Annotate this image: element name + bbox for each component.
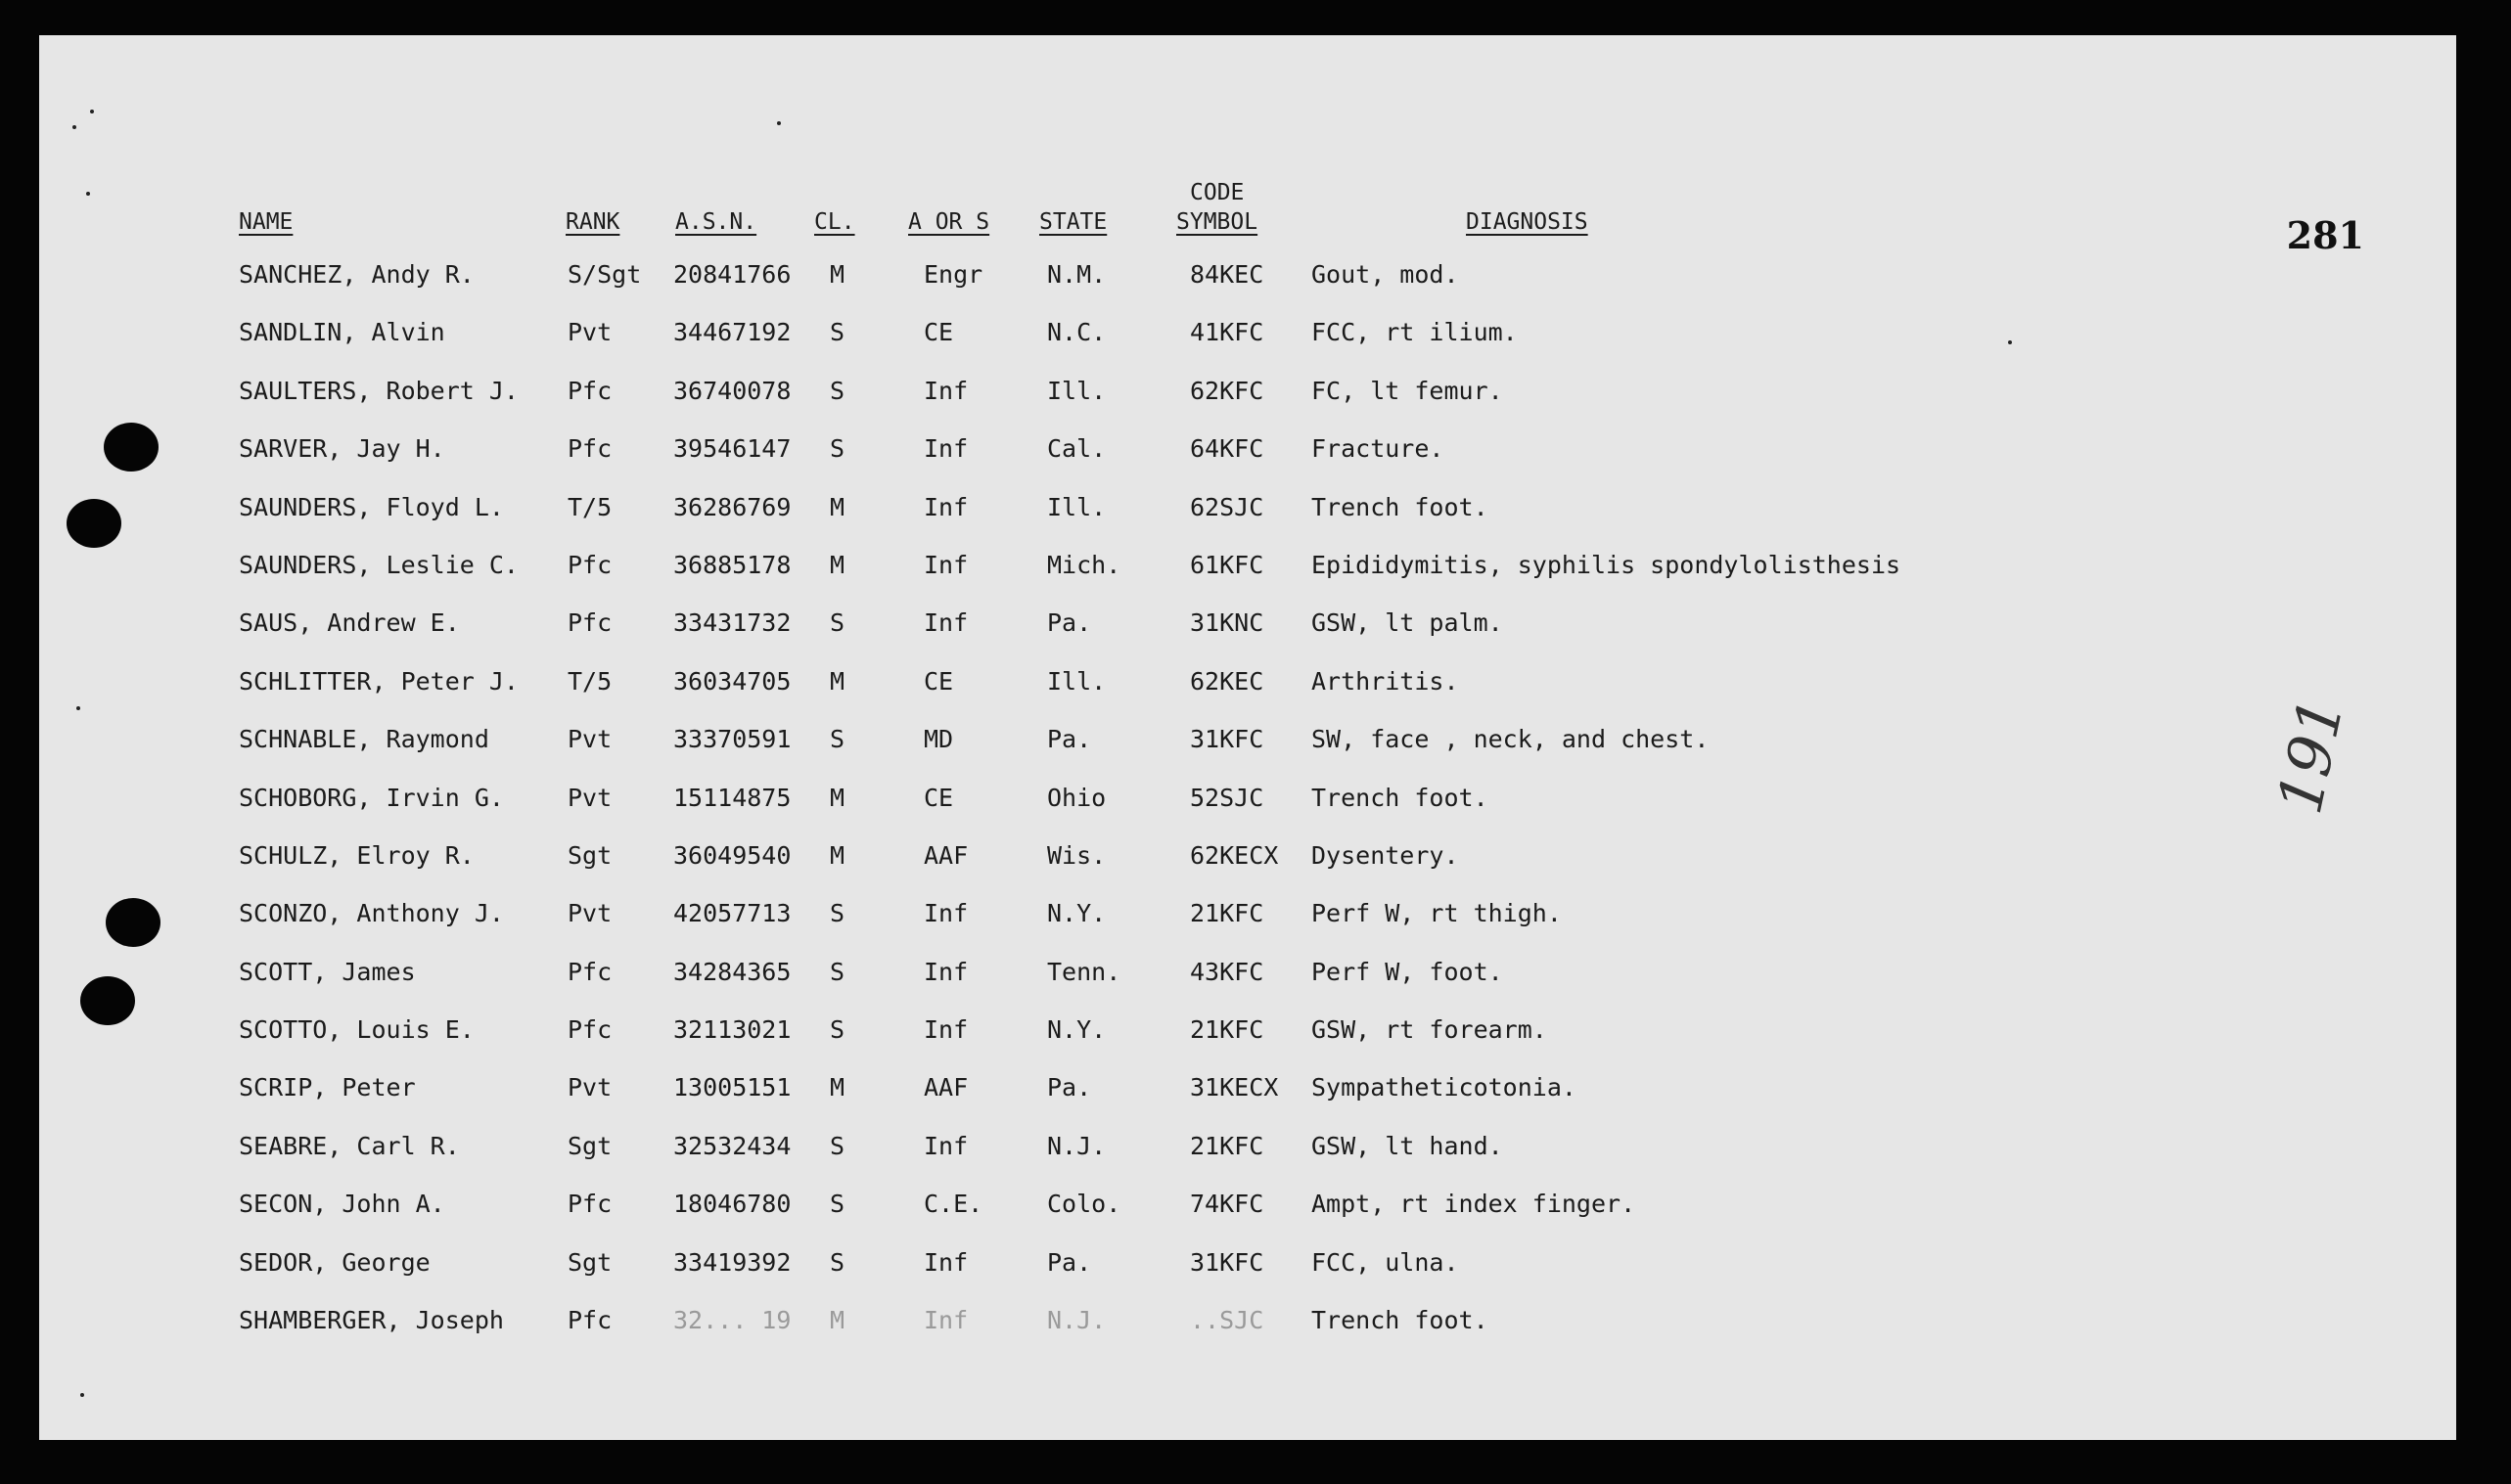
asn-cell: 36740078 <box>673 376 792 405</box>
class-cell: S <box>830 376 845 405</box>
header-rank: RANK <box>566 209 620 235</box>
state-cell: N.M. <box>1047 260 1107 289</box>
state-cell: Ill. <box>1047 666 1107 696</box>
header-state: STATE <box>1039 209 1108 235</box>
rank-cell: Sgt <box>568 1247 613 1277</box>
name-cell: SEABRE, Carl R. <box>239 1131 460 1160</box>
state-cell: N.J. <box>1047 1306 1107 1335</box>
code-symbol-cell: 21KFC <box>1190 1015 1264 1045</box>
name-cell: SCHOBORG, Irvin G. <box>239 783 504 812</box>
arm-or-service-cell: Inf <box>924 608 969 638</box>
rank-cell: Sgt <box>568 840 613 870</box>
asn-cell: 33419392 <box>673 1247 792 1277</box>
speck <box>86 192 90 196</box>
name-cell: SAUNDERS, Leslie C. <box>239 550 519 579</box>
code-symbol-cell: 31KFC <box>1190 725 1264 754</box>
table-row <box>39 1004 2456 1061</box>
class-cell: M <box>830 840 845 870</box>
state-cell: Colo. <box>1047 1190 1121 1219</box>
class-cell: M <box>830 260 845 289</box>
state-cell: N.Y. <box>1047 1015 1107 1045</box>
class-cell: M <box>830 783 845 812</box>
arm-or-service-cell: C.E. <box>924 1190 983 1219</box>
name-cell: SANDLIN, Alvin <box>239 318 445 347</box>
asn-cell: 15114875 <box>673 783 792 812</box>
arm-or-service-cell: Inf <box>924 957 969 986</box>
table-row <box>39 830 2456 887</box>
asn-cell: 33431732 <box>673 608 792 638</box>
casualty-list <box>39 248 2456 1352</box>
arm-or-service-cell: Inf <box>924 434 969 464</box>
rank-cell: Pfc <box>568 608 613 638</box>
class-cell: M <box>830 1306 845 1335</box>
rank-cell: Pfc <box>568 550 613 579</box>
speck <box>90 110 94 113</box>
state-cell: N.J. <box>1047 1131 1107 1160</box>
arm-or-service-cell: CE <box>924 783 954 812</box>
arm-or-service-cell: CE <box>924 318 954 347</box>
class-cell: S <box>830 957 845 986</box>
class-cell: S <box>830 1015 845 1045</box>
rank-cell: Pvt <box>568 783 613 812</box>
header-diagnosis: DIAGNOSIS <box>1466 209 1588 235</box>
state-cell: Cal. <box>1047 434 1107 464</box>
arm-or-service-cell: MD <box>924 725 954 754</box>
asn-cell: 13005151 <box>673 1073 792 1102</box>
code-symbol-cell: ..SJC <box>1190 1306 1264 1335</box>
document-page <box>39 35 2456 1440</box>
arm-or-service-cell: Inf <box>924 899 969 928</box>
name-cell: SCHLITTER, Peter J. <box>239 666 519 696</box>
rank-cell: Pfc <box>568 376 613 405</box>
code-symbol-cell: 21KFC <box>1190 899 1264 928</box>
table-row <box>39 481 2456 539</box>
rank-cell: Pfc <box>568 1190 613 1219</box>
arm-or-service-cell: Inf <box>924 1247 969 1277</box>
code-symbol-cell: 62KFC <box>1190 376 1264 405</box>
diagnosis-cell: GSW, lt palm. <box>1311 608 1503 638</box>
asn-cell: 32532434 <box>673 1131 792 1160</box>
asn-cell: 34467192 <box>673 318 792 347</box>
header-code-symbol: SYMBOL <box>1176 209 1258 235</box>
rank-cell: Sgt <box>568 1131 613 1160</box>
header-code-top: CODE <box>1190 180 1245 205</box>
code-symbol-cell: 61KFC <box>1190 550 1264 579</box>
diagnosis-cell: Perf W, foot. <box>1311 957 1503 986</box>
asn-cell: 18046780 <box>673 1190 792 1219</box>
state-cell: Pa. <box>1047 725 1092 754</box>
asn-cell: 32113021 <box>673 1015 792 1045</box>
asn-cell: 36034705 <box>673 666 792 696</box>
state-cell: Ohio <box>1047 783 1107 812</box>
state-cell: N.C. <box>1047 318 1107 347</box>
name-cell: SEDOR, George <box>239 1247 431 1277</box>
code-symbol-cell: 62KECX <box>1190 840 1279 870</box>
page-number: 281 <box>2286 213 2364 257</box>
table-row <box>39 887 2456 945</box>
diagnosis-cell: SW, face , neck, and chest. <box>1311 725 1710 754</box>
name-cell: SARVER, Jay H. <box>239 434 445 464</box>
asn-cell: 32... 19 <box>673 1306 792 1335</box>
arm-or-service-cell: Inf <box>924 376 969 405</box>
name-cell: SCRIP, Peter <box>239 1073 416 1102</box>
code-symbol-cell: 41KFC <box>1190 318 1264 347</box>
arm-or-service-cell: CE <box>924 666 954 696</box>
class-cell: S <box>830 899 845 928</box>
arm-or-service-cell: Inf <box>924 550 969 579</box>
table-row <box>39 655 2456 713</box>
rank-cell: Pfc <box>568 1015 613 1045</box>
asn-cell: 20841766 <box>673 260 792 289</box>
asn-cell: 42057713 <box>673 899 792 928</box>
handwritten-margin-note: 191 <box>2262 692 2357 820</box>
rank-cell: Pvt <box>568 899 613 928</box>
table-row <box>39 1178 2456 1236</box>
rank-cell: S/Sgt <box>568 260 642 289</box>
state-cell: Mich. <box>1047 550 1121 579</box>
diagnosis-cell: Epididymitis, syphilis spondylolisthesis <box>1311 550 1901 579</box>
name-cell: SCHULZ, Elroy R. <box>239 840 475 870</box>
arm-or-service-cell: Inf <box>924 492 969 521</box>
class-cell: S <box>830 1190 845 1219</box>
table-row <box>39 946 2456 1004</box>
state-cell: N.Y. <box>1047 899 1107 928</box>
header-name: NAME <box>239 209 294 235</box>
diagnosis-cell: Arthritis. <box>1311 666 1459 696</box>
diagnosis-cell: Ampt, rt index finger. <box>1311 1190 1636 1219</box>
arm-or-service-cell: Inf <box>924 1306 969 1335</box>
speck <box>777 121 781 125</box>
diagnosis-cell: Trench foot. <box>1311 492 1488 521</box>
code-symbol-cell: 62SJC <box>1190 492 1264 521</box>
diagnosis-cell: FC, lt femur. <box>1311 376 1503 405</box>
class-cell: M <box>830 1073 845 1102</box>
rank-cell: Pvt <box>568 1073 613 1102</box>
class-cell: S <box>830 1131 845 1160</box>
code-symbol-cell: 62KEC <box>1190 666 1264 696</box>
arm-or-service-cell: AAF <box>924 840 969 870</box>
table-row <box>39 1294 2456 1352</box>
header-cl: CL. <box>814 209 855 235</box>
table-row <box>39 248 2456 306</box>
rank-cell: Pfc <box>568 957 613 986</box>
rank-cell: Pfc <box>568 434 613 464</box>
name-cell: SAUS, Andrew E. <box>239 608 460 638</box>
arm-or-service-cell: Inf <box>924 1131 969 1160</box>
diagnosis-cell: Perf W, rt thigh. <box>1311 899 1562 928</box>
table-row <box>39 1061 2456 1119</box>
class-cell: M <box>830 492 845 521</box>
diagnosis-cell: Gout, mod. <box>1311 260 1459 289</box>
table-row <box>39 597 2456 654</box>
code-symbol-cell: 84KEC <box>1190 260 1264 289</box>
diagnosis-cell: Trench foot. <box>1311 1306 1488 1335</box>
class-cell: S <box>830 1247 845 1277</box>
arm-or-service-cell: Engr <box>924 260 983 289</box>
diagnosis-cell: GSW, rt forearm. <box>1311 1015 1547 1045</box>
table-row <box>39 539 2456 597</box>
name-cell: SCHNABLE, Raymond <box>239 725 489 754</box>
diagnosis-cell: Sympatheticotonia. <box>1311 1073 1576 1102</box>
name-cell: SAUNDERS, Floyd L. <box>239 492 504 521</box>
table-row <box>39 713 2456 771</box>
table-row <box>39 306 2456 364</box>
code-symbol-cell: 74KFC <box>1190 1190 1264 1219</box>
table-row <box>39 1237 2456 1294</box>
state-cell: Tenn. <box>1047 957 1121 986</box>
arm-or-service-cell: Inf <box>924 1015 969 1045</box>
name-cell: SCONZO, Anthony J. <box>239 899 504 928</box>
name-cell: SCOTT, James <box>239 957 416 986</box>
class-cell: M <box>830 550 845 579</box>
diagnosis-cell: Dysentery. <box>1311 840 1459 870</box>
asn-cell: 36049540 <box>673 840 792 870</box>
name-cell: SECON, John A. <box>239 1190 445 1219</box>
name-cell: SAULTERS, Robert J. <box>239 376 519 405</box>
asn-cell: 36885178 <box>673 550 792 579</box>
state-cell: Ill. <box>1047 492 1107 521</box>
diagnosis-cell: Fracture. <box>1311 434 1444 464</box>
name-cell: SANCHEZ, Andy R. <box>239 260 475 289</box>
state-cell: Wis. <box>1047 840 1107 870</box>
speck <box>72 125 76 129</box>
class-cell: S <box>830 608 845 638</box>
state-cell: Ill. <box>1047 376 1107 405</box>
state-cell: Pa. <box>1047 608 1092 638</box>
code-symbol-cell: 64KFC <box>1190 434 1264 464</box>
rank-cell: T/5 <box>568 666 613 696</box>
table-row <box>39 1120 2456 1178</box>
asn-cell: 39546147 <box>673 434 792 464</box>
asn-cell: 36286769 <box>673 492 792 521</box>
table-row <box>39 772 2456 830</box>
asn-cell: 34284365 <box>673 957 792 986</box>
state-cell: Pa. <box>1047 1073 1092 1102</box>
rank-cell: Pfc <box>568 1306 613 1335</box>
code-symbol-cell: 31KFC <box>1190 1247 1264 1277</box>
code-symbol-cell: 31KNC <box>1190 608 1264 638</box>
diagnosis-cell: Trench foot. <box>1311 783 1488 812</box>
class-cell: M <box>830 666 845 696</box>
class-cell: S <box>830 434 845 464</box>
header-a-or-s: A OR S <box>908 209 990 235</box>
state-cell: Pa. <box>1047 1247 1092 1277</box>
rank-cell: Pvt <box>568 725 613 754</box>
asn-cell: 33370591 <box>673 725 792 754</box>
name-cell: SHAMBERGER, Joseph <box>239 1306 504 1335</box>
class-cell: S <box>830 318 845 347</box>
rank-cell: Pvt <box>568 318 613 347</box>
class-cell: S <box>830 725 845 754</box>
arm-or-service-cell: AAF <box>924 1073 969 1102</box>
diagnosis-cell: GSW, lt hand. <box>1311 1131 1503 1160</box>
code-symbol-cell: 21KFC <box>1190 1131 1264 1160</box>
header-asn: A.S.N. <box>675 209 757 235</box>
diagnosis-cell: FCC, ulna. <box>1311 1247 1459 1277</box>
code-symbol-cell: 43KFC <box>1190 957 1264 986</box>
name-cell: SCOTTO, Louis E. <box>239 1015 475 1045</box>
code-symbol-cell: 52SJC <box>1190 783 1264 812</box>
rank-cell: T/5 <box>568 492 613 521</box>
speck <box>80 1393 84 1397</box>
table-row <box>39 365 2456 423</box>
diagnosis-cell: FCC, rt ilium. <box>1311 318 1518 347</box>
code-symbol-cell: 31KECX <box>1190 1073 1279 1102</box>
table-row <box>39 423 2456 480</box>
